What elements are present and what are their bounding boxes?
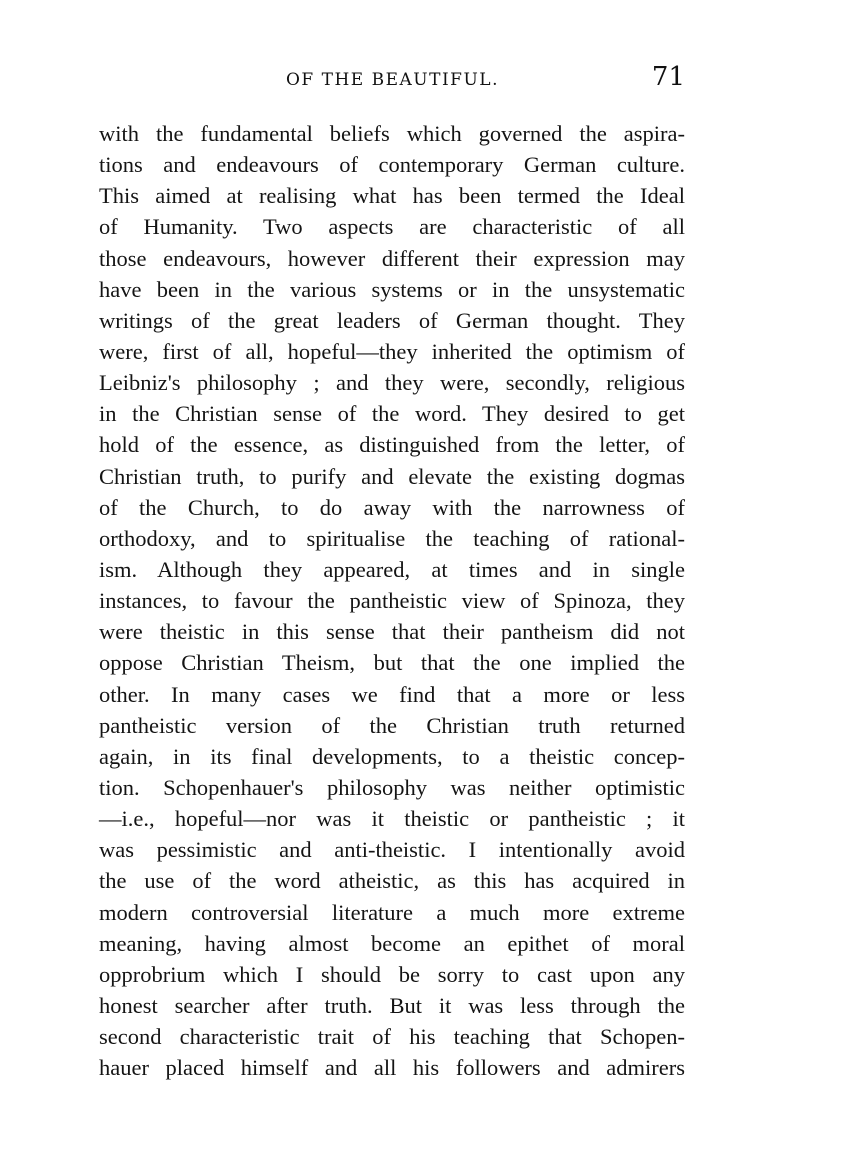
text-line: opprobrium which I should be sorry to cast upon any (99, 961, 685, 987)
text-line: of Humanity. Two aspects are characteristic of all (99, 214, 685, 240)
text-line: were theistic in this sense that their pantheism did not (99, 619, 685, 645)
text-line: —i.e., hopeful—nor was it theistic or pantheistic ; it (99, 806, 685, 832)
running-title: OF THE BEAUTIFUL. (286, 70, 499, 90)
text-line: tions and endeavours of contemporary German culture. (99, 152, 685, 178)
text-line: the use of the word atheistic, as this has acquired in (99, 868, 685, 894)
text-line: instances, to favour the pantheistic view of Spinoza, they (99, 588, 685, 614)
text-line: orthodoxy, and to spiritualise the teaching of rational- (99, 525, 685, 551)
text-line: again, in its final developments, to a theistic concep- (99, 743, 685, 769)
page-number: 71 (651, 62, 685, 92)
text-line: hold of the essence, as distinguished from the letter, of (99, 432, 685, 458)
text-line: meaning, having almost become an epithet of moral (99, 930, 685, 956)
text-line: those endeavours, however different their expression may (99, 245, 685, 271)
text-line: pantheistic version of the Christian truth returned (99, 712, 685, 738)
text-line: honest searcher after truth. But it was less through the (99, 992, 685, 1018)
text-line: writings of the great leaders of German thought. They (99, 307, 685, 333)
text-line: modern controversial literature a much more extreme (99, 899, 685, 925)
text-line: was pessimistic and anti-theistic. I intentionally avoid (99, 837, 685, 863)
text-line: other. In many cases we find that a more or less (99, 681, 685, 707)
body-text (99, 118, 685, 1083)
text-line: Christian truth, to purify and elevate the existing dogmas (99, 463, 685, 489)
text-line: with the fundamental beliefs which governed the aspira- (99, 121, 685, 146)
text-line: oppose Christian Theism, but that the one implied the (99, 650, 685, 676)
running-head (100, 62, 685, 102)
text-line: Leibniz's philosophy ; and they were, secondly, religious (99, 370, 685, 396)
text-line: have been in the various systems or in the unsystematic (99, 276, 685, 302)
text-line: in the Christian sense of the word. They desired to get (99, 401, 685, 427)
text-line: second characteristic trait of his teaching that Schopen- (99, 1024, 685, 1050)
text-line: were, first of all, hopeful—they inherited the optimism of (99, 338, 685, 364)
text-line: hauer placed himself and all his followers and admirers (99, 1055, 685, 1081)
text-line: tion. Schopenhauer's philosophy was neither optimistic (99, 774, 685, 800)
text-line: ism. Although they appeared, at times and in single (99, 556, 685, 582)
text-line: of the Church, to do away with the narrowness of (99, 494, 685, 520)
text-line: This aimed at realising what has been termed the Ideal (99, 183, 685, 209)
